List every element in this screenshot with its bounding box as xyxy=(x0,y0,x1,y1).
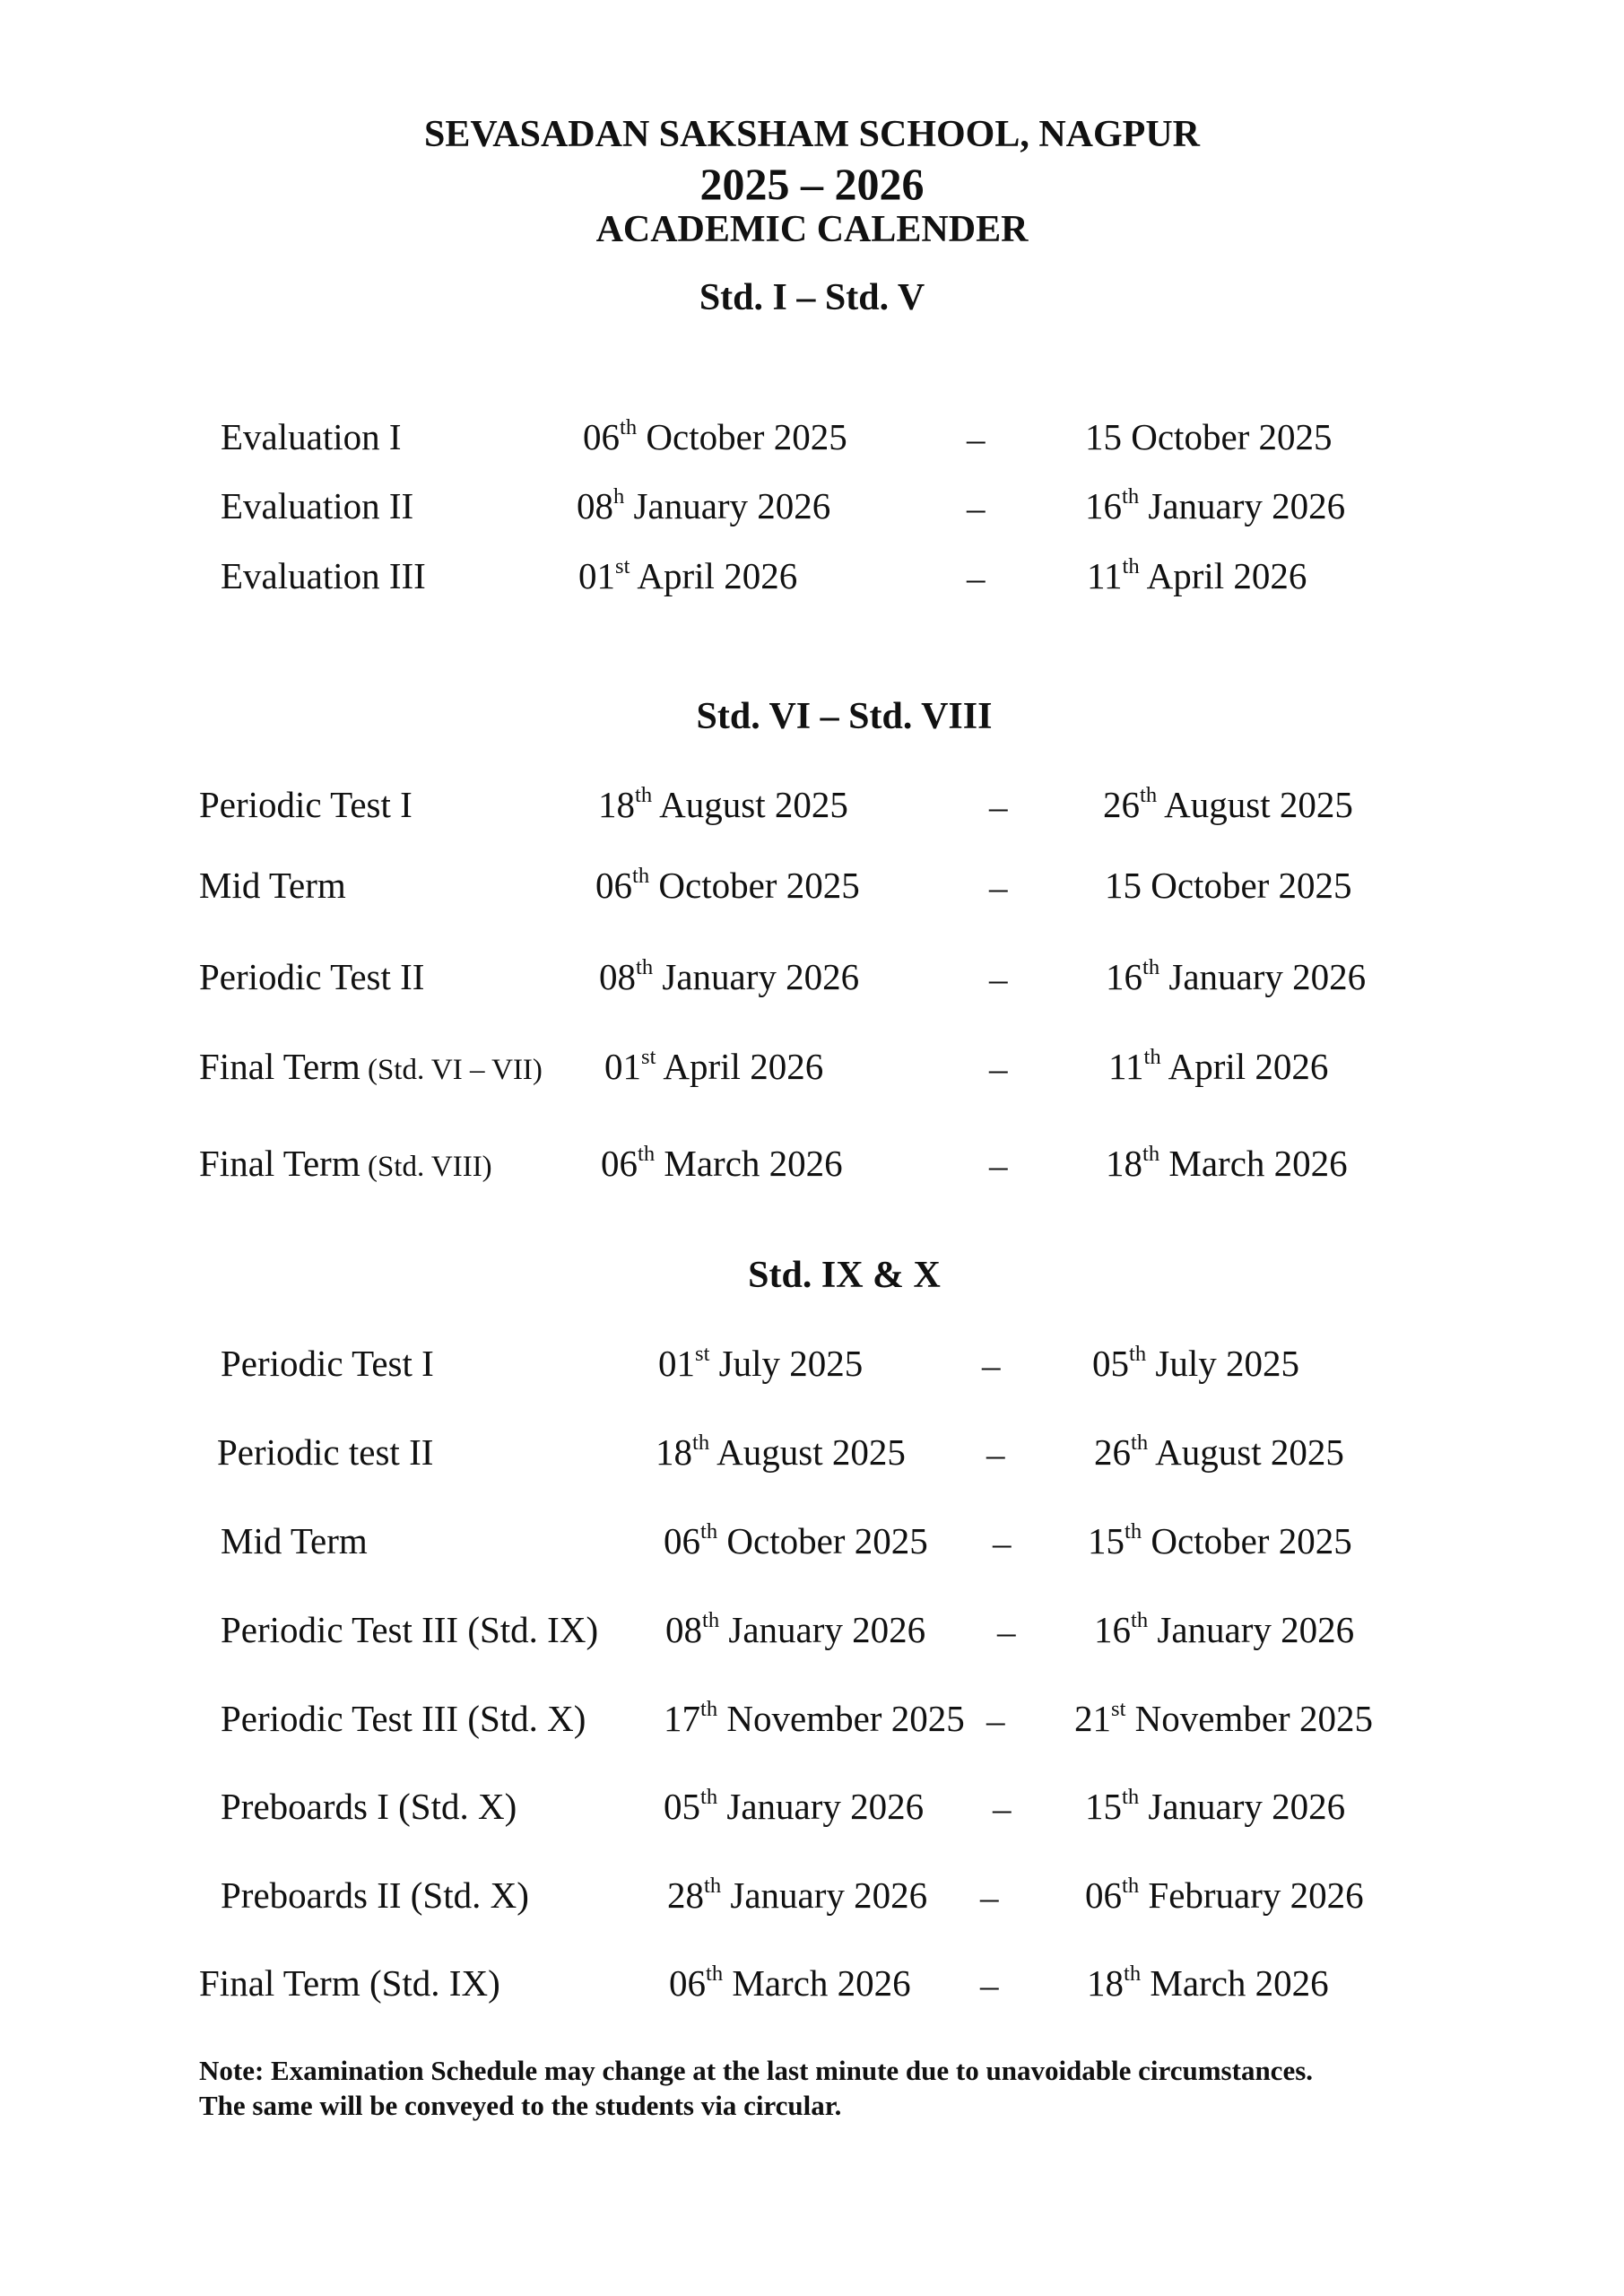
start-date: 08$^h$ January 2026 xyxy=(577,483,831,526)
date-dash: – xyxy=(980,1876,999,1918)
date-dash: – xyxy=(986,1433,1005,1474)
note-line-1: Note: Examination Schedule may change at the last minute due to unavoidable circumstances. xyxy=(199,2055,1314,2086)
row-label: Periodic test II xyxy=(217,1431,434,1473)
note xyxy=(199,2054,1313,2124)
school-name: SEVASADAN SAKSHAM SCHOOL, NAGPUR xyxy=(423,114,1201,155)
date-dash: – xyxy=(989,786,1008,827)
row-label: Evaluation III xyxy=(221,555,426,596)
row-label: Final Term (Std. VI – VII) xyxy=(199,1046,543,1087)
start-date: 06th October 2025 xyxy=(595,863,860,906)
end-date: 21st November 2025 xyxy=(1074,1696,1373,1739)
end-date: 15 October 2025 xyxy=(1085,416,1333,457)
row-label: Periodic Test III (Std. X) xyxy=(221,1698,586,1739)
start-date: 06th March 2026 xyxy=(669,1961,911,2004)
start-date: 01st April 2026 xyxy=(604,1044,824,1087)
row-label: Periodic Test I xyxy=(199,784,413,825)
end-date: 26th August 2025 xyxy=(1094,1430,1344,1473)
row-label: Evaluation II xyxy=(221,485,414,526)
date-dash: – xyxy=(967,487,986,528)
date-dash: – xyxy=(989,958,1008,999)
start-date: 01st July 2025 xyxy=(658,1341,864,1384)
date-dash: – xyxy=(993,1787,1012,1829)
end-date: 15th October 2025 xyxy=(1088,1518,1352,1561)
end-date: 15th January 2026 xyxy=(1085,1784,1346,1827)
date-dash: – xyxy=(967,557,986,598)
start-date: 08th January 2026 xyxy=(599,954,860,997)
end-date: 16th January 2026 xyxy=(1085,483,1346,526)
date-dash: – xyxy=(989,866,1008,908)
end-date: 15 October 2025 xyxy=(1105,865,1352,906)
row-label: Mid Term xyxy=(199,865,346,906)
section-heading-std-vi-viii: Std. VI – Std. VIII xyxy=(696,696,993,737)
row-label: Periodic Test III (Std. IX) xyxy=(221,1609,599,1650)
date-dash: – xyxy=(993,1522,1012,1563)
start-date: 06th October 2025 xyxy=(583,414,847,457)
start-date: 06th October 2025 xyxy=(664,1518,928,1561)
date-dash: – xyxy=(967,418,986,459)
row-label: Periodic Test I xyxy=(221,1343,434,1384)
academic-year: 2025 – 2026 xyxy=(699,159,925,209)
end-date: 18th March 2026 xyxy=(1087,1961,1329,2004)
row-label: Periodic Test II xyxy=(199,956,425,997)
section-heading-std-ix-x: Std. IX & X xyxy=(748,1255,941,1296)
start-date: 06th March 2026 xyxy=(601,1141,843,1184)
start-date: 17th November 2025 xyxy=(664,1696,965,1739)
start-date: 01st April 2026 xyxy=(578,553,798,596)
start-date: 28th January 2026 xyxy=(667,1873,928,1916)
end-date: 16th January 2026 xyxy=(1094,1607,1355,1650)
date-dash: – xyxy=(989,1144,1008,1186)
end-date: 06th February 2026 xyxy=(1085,1873,1364,1916)
end-date: 11th April 2026 xyxy=(1108,1044,1329,1087)
row-label: Final Term (Std. IX) xyxy=(199,1962,500,2004)
row-label: Preboards I (Std. X) xyxy=(221,1786,517,1827)
date-dash: – xyxy=(989,1048,1008,1089)
start-date: 08th January 2026 xyxy=(665,1607,926,1650)
row-label: Final Term (Std. VIII) xyxy=(199,1143,492,1184)
date-dash: – xyxy=(982,1344,1001,1386)
date-dash: – xyxy=(986,1700,1005,1741)
end-date: 18th March 2026 xyxy=(1106,1141,1348,1184)
end-date: 16th January 2026 xyxy=(1106,954,1367,997)
start-date: 18th August 2025 xyxy=(598,782,848,825)
end-date: 05th July 2025 xyxy=(1092,1341,1299,1384)
date-dash: – xyxy=(997,1611,1016,1652)
start-date: 18th August 2025 xyxy=(656,1430,906,1473)
section-heading-std-i-v: Std. I – Std. V xyxy=(699,277,925,318)
note-line-2: The same will be conveyed to the students via circular. xyxy=(199,2089,842,2121)
end-date: 26th August 2025 xyxy=(1103,782,1353,825)
end-date: 11th April 2026 xyxy=(1087,553,1307,596)
row-label: Evaluation I xyxy=(221,416,402,457)
start-date: 05th January 2026 xyxy=(664,1784,925,1827)
row-label: Preboards II (Std. X) xyxy=(221,1874,529,1916)
date-dash: – xyxy=(980,1964,999,2005)
row-label: Mid Term xyxy=(221,1520,368,1561)
calendar-title: ACADEMIC CALENDER xyxy=(595,209,1029,250)
